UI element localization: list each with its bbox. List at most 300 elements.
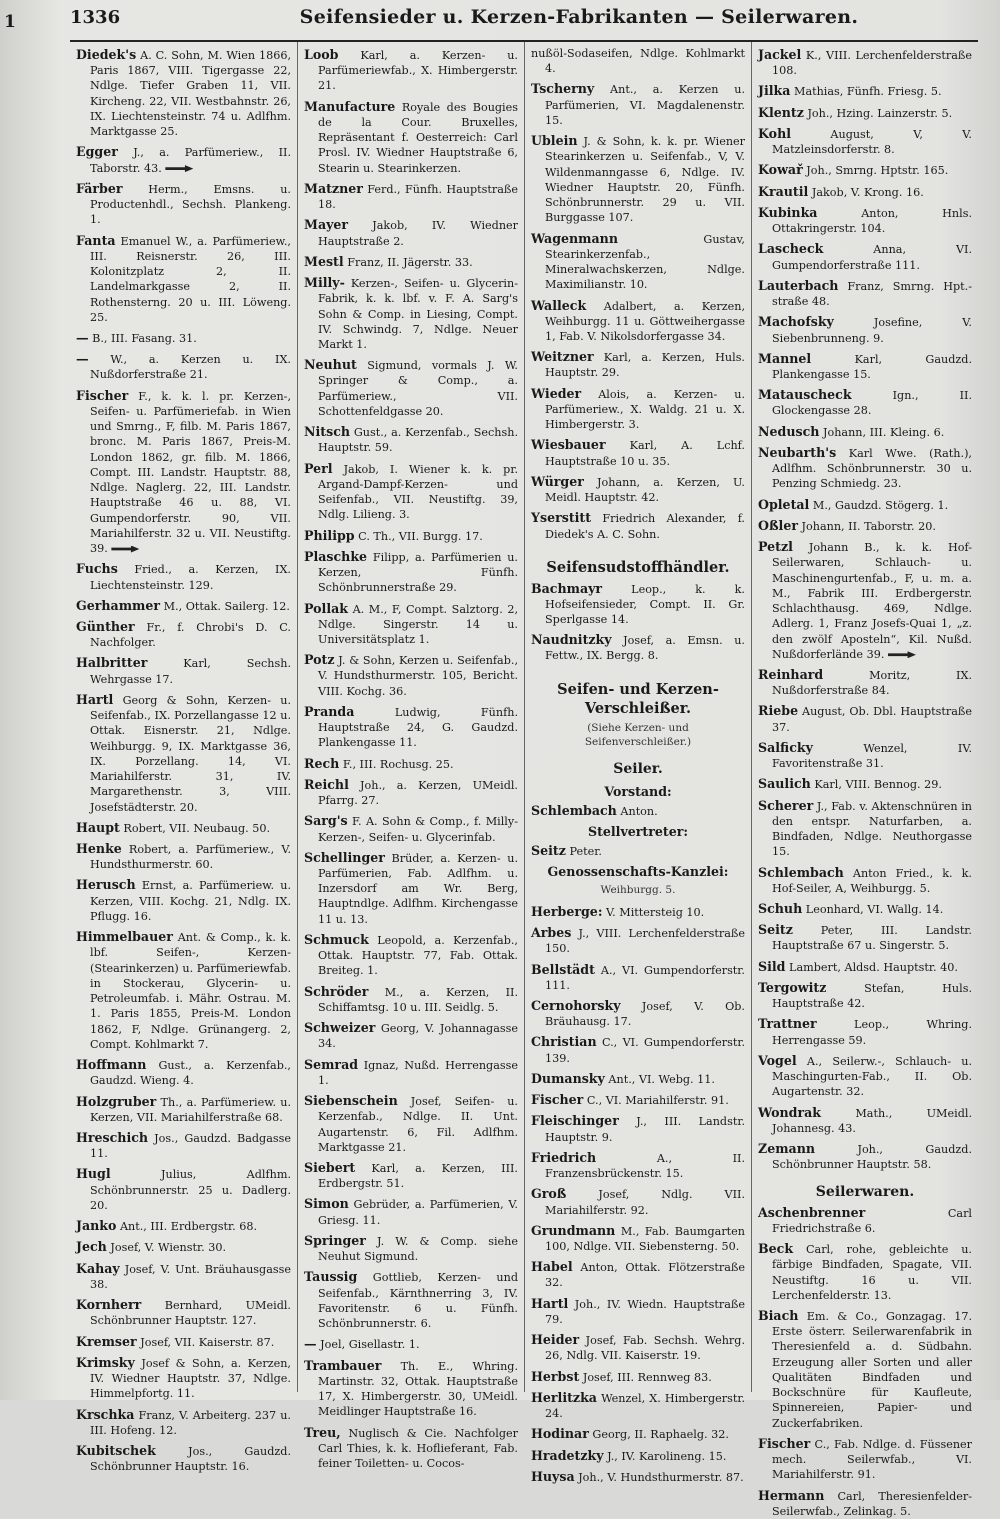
entry-name: Heider: [531, 1332, 580, 1348]
entry-name: Simon: [304, 1196, 349, 1212]
entry-text: Anna, VI. Gumpendorferstraße 111.: [772, 243, 973, 272]
entry-name: Hartl: [76, 691, 114, 707]
entry-text: Herm., Emsns. u. Productenhdl., Sechsh. Plankeng. 1.: [90, 182, 291, 227]
entry-name: Vogel: [758, 1052, 797, 1068]
entry-name: —: [304, 1336, 317, 1352]
margin-number: 1: [4, 12, 16, 32]
entry-text: Gust., a. Kerzenfab., Gaudzd. Wieng. 4.: [90, 1059, 291, 1088]
list-item: [758, 46, 972, 78]
entry-text: Josef, a. Emsn. u. Fettw., IX. Bergg. 8.: [545, 634, 745, 663]
entry-text: Leonhard, VI. Wallg. 14.: [805, 903, 944, 917]
entry-name: —: [76, 329, 89, 345]
entry-name: Mayer: [304, 217, 349, 233]
entry-name: Opletal: [758, 496, 810, 512]
list-item: [531, 297, 745, 345]
section-heading: Seilerwaren.: [815, 1183, 915, 1200]
list-item: [76, 1333, 291, 1350]
entry-name: Günther: [76, 618, 135, 634]
entry-text: Joel, Gisellastr. 1.: [320, 1338, 420, 1352]
entry-text: Joh., V. Hundsthurmerstr. 87.: [578, 1470, 744, 1484]
entry-text: Peter.: [569, 845, 602, 859]
list-item: [76, 1129, 291, 1161]
list-item: [758, 204, 972, 236]
list-item: [304, 216, 518, 248]
entry-name: Beck: [758, 1241, 794, 1257]
entry-text: Sigmund, vormals J. W. Springer & Comp., a. Parfümeriew., VII. Schottenfeldgasse 20.: [318, 359, 518, 418]
list-item: [304, 98, 518, 176]
entry-text: Josef & Sohn, a. Kerzen, IV. Wiedner Hauptstr. 37, Ndlge. Himmelpfortg. 11.: [90, 1356, 291, 1401]
list-item: [76, 1442, 291, 1474]
entry-name: Scherer: [758, 797, 814, 813]
entry-text: C. Th., VII. Burgg. 17.: [358, 529, 483, 543]
entry-name: Henke: [76, 841, 122, 857]
list-item: [758, 739, 972, 771]
entry-name: Pollak: [304, 600, 348, 616]
sub-heading: Genossenschafts-Kanzlei:: [547, 864, 729, 880]
entry-text: Georg, II. Raphaelg. 32.: [592, 1428, 729, 1442]
entry-name: Krimsky: [76, 1354, 135, 1370]
list-item: [758, 517, 972, 534]
entry-name: Machofsky: [758, 314, 834, 330]
list-item: [531, 903, 745, 920]
section-heading: Seiler.: [613, 760, 663, 777]
list-item: [76, 1354, 291, 1402]
entry-text: J. & Sohn, Kerzen u. Seifenfab., V. Hundsthurmerstr. 105, Bericht. VIII. Kochg. 36.: [318, 654, 518, 698]
entry-text: Em. & Co., Gonzagag. 17. Erste österr. Seilerwarenfabrik in Theresienfeld a. d. Südbahn. Erzeugung aller Sorten und aller Qualitäten Bindfaden und Bockschnüre für Kaufleute, Spinnereien, Papier- und Zuckerfabriken.: [772, 1309, 972, 1430]
entry-text: Ignaz, Nußd. Herrengasse 1.: [318, 1058, 518, 1087]
section-note: Weihburgg. 5.: [600, 883, 676, 896]
entry-text: J., VIII. Lerchenfelderstraße 150.: [545, 927, 746, 956]
entry-text: Georg & Sohn, Kerzen- u. Seifenfab., IX. Porzellangasse 12 u. Ottak. Eisnerstr. 21, Ndlge. Weihburgg. 9, IX. Marktgasse 36, IX. Porzellang. 14, VI. Mariahilferstr. 31, IV. Margarethenstr. 3, VIII. Josefstädterstr. 20.: [90, 693, 292, 814]
entry-name: Wieder: [531, 385, 582, 401]
list-item: [76, 928, 291, 1052]
entry-text: Gottlieb, Kerzen- und Seifenfab., Kärnthnerring 3, IV. Favoritenstr. 6 u. Fünfh. Schönbrunnerstr. 6.: [318, 1271, 518, 1331]
list-item: [758, 538, 972, 662]
list-item: [758, 1015, 972, 1047]
entry-text: Adalbert, a. Kerzen, Weihburgg. 11 u. Göttweihergasse 1, Fab. V. Nikolsdorfergasse 34.: [545, 299, 746, 343]
list-item: [531, 924, 745, 956]
list-item: [758, 386, 972, 418]
sub-heading: Vorstand:: [604, 783, 672, 799]
entry-name: Haupt: [76, 819, 120, 835]
list-item: [76, 387, 291, 557]
list-item: [304, 1092, 518, 1155]
list-item: [304, 423, 518, 455]
entry-name: Halbritter: [76, 655, 148, 671]
entry-name: Würger: [531, 473, 584, 489]
entry-name: Rech: [304, 755, 340, 771]
list-item: [758, 423, 972, 440]
sub-heading: Stellvertreter:: [587, 824, 689, 840]
entry-text: Karl, Sechsh. Wehrgasse 17.: [90, 657, 291, 686]
entry-text: Bernhard, UMeidl. Schönbrunner Hauptstr. 127.: [90, 1299, 291, 1328]
entry-name: Pranda: [304, 703, 355, 719]
entry-text: Ferd., Fünfh. Hauptstraße 18.: [318, 182, 518, 212]
entry-text: Ant. & Comp., k. k. lbf. Seifen-, Kerzen- (Stearinkerzen) u. Parfümeriewfab. in Stockerau, Glycerin- u. Petroleumfab. i. Mähr. Ostrau. M. 1. Paris 1855, Preis-M. London 1862, F, Ndlge. Grünangerg. 2, Compt. Kohlmarkt 7.: [90, 931, 291, 1051]
entry-name: Kremser: [76, 1333, 137, 1349]
entry-name: Hradetzky: [531, 1447, 604, 1463]
entry-name: Neuhut: [304, 357, 357, 373]
entry-name: Plaschke: [304, 548, 368, 564]
list-item: [304, 1159, 518, 1191]
entry-name: Siebenschein: [304, 1093, 398, 1109]
entry-name: Gerhammer: [76, 597, 161, 613]
list-item: [758, 979, 972, 1011]
list-item: [531, 802, 745, 819]
entry-text: Karl, a. Kerzen, III. Erdbergstr. 51.: [318, 1162, 518, 1191]
entry-name: Holzgruber: [76, 1093, 157, 1109]
entry-text: Gebrüder, a. Parfümerien, V. Griesg. 11.: [318, 1198, 518, 1227]
list-item: [304, 356, 518, 419]
list-item: [76, 560, 291, 592]
entry-text: nußöl-Sodaseifen, Ndlge. Kohlmarkt 4.: [531, 47, 745, 76]
list-item: [531, 1468, 745, 1485]
list-item: [76, 618, 291, 650]
list-item: [758, 496, 972, 513]
list-item: [76, 1165, 291, 1213]
entry-name: Weitzner: [531, 349, 594, 365]
list-item: [304, 180, 518, 212]
entry-text: Anton, Hnls. Ottakringerstr. 104.: [772, 206, 973, 236]
entry-name: Schellinger: [304, 849, 385, 865]
list-item: [758, 1204, 972, 1236]
entry-text: August, V, V. Matzleinsdorferstr. 8.: [772, 127, 972, 157]
entry-text: A. C. Sohn, M. Wien 1866, Paris 1867, VIII. Tigergasse 22, Ndlge. Tiefer Graben 11, VII. Kircheng. 22, VII. Westbahnstr. 26, IX. Liechtensteinstr. 74 u. Adlfhm. Marktgasse 25.: [90, 49, 291, 139]
list-item: [304, 1056, 518, 1088]
entry-name: Arbes: [531, 925, 572, 941]
section-heading: Seifensudstoffhändler.: [546, 558, 730, 576]
entry-text: Nuglisch & Cie. Nachfolger Carl Thies, k. k. Hoflieferant, Fab. feiner Toiletten- u. Cocos-: [318, 1426, 518, 1470]
entry-text: Ant., III. Erdbergstr. 68.: [119, 1220, 258, 1234]
entry-name: Kohl: [758, 125, 792, 141]
entry-name: Mannel: [758, 350, 812, 366]
entry-text: Leop., k. k. Hofseifensieder, Compt. II. Gr. Sperlgasse 14.: [545, 582, 745, 626]
list-item: [304, 1268, 518, 1331]
entry-name: Petzl: [758, 539, 793, 555]
list-item: [531, 961, 745, 993]
list-item: [76, 691, 291, 815]
list-item: [76, 1238, 291, 1255]
entry-name: Biach: [758, 1307, 799, 1323]
entry-text: Jakob, V. Krong. 16.: [811, 185, 924, 199]
list-item: [76, 840, 291, 872]
entry-name: Oßler: [758, 517, 798, 533]
list-item: [758, 82, 972, 99]
list-item: [531, 1331, 745, 1363]
list-item: [758, 313, 972, 345]
list-item: [304, 1232, 518, 1264]
list-item: [76, 232, 291, 325]
entry-name: Neubarth's: [758, 444, 837, 460]
list-item: [531, 580, 745, 628]
entry-text: A., VI. Gumpendorferstr. 111.: [545, 963, 745, 992]
list-item: [76, 1406, 291, 1438]
entry-name: Bellstädt: [531, 961, 595, 977]
list-item: [531, 1149, 745, 1181]
entry-name: Sild: [758, 958, 786, 974]
entry-text: Carl Friedrichstraße 6.: [772, 1206, 972, 1235]
entry-text: K., VIII. Lerchenfelderstraße 108.: [772, 49, 972, 78]
list-item: [76, 1056, 291, 1088]
list-item: [758, 921, 972, 953]
entry-text: A. M., F, Compt. Salztorg. 2, Ndlge. Singerstr. 14 u. Universitätsplatz 1.: [318, 602, 519, 646]
list-item: [758, 277, 972, 309]
list-item: [304, 253, 518, 270]
entry-text: J., a. Parfümeriew., II. Taborstr. 43.: [90, 146, 292, 175]
list-item: [304, 600, 518, 648]
list-item: [758, 1052, 972, 1100]
entry-text: F., III. Rochusg. 25.: [342, 757, 454, 771]
list-item: [758, 1104, 972, 1136]
entry-text: Fr., f. Chrobi's D. C. Nachfolger.: [90, 620, 291, 650]
entry-text: Jakob, IV. Wiedner Hauptstraße 2.: [318, 219, 518, 248]
entry-text: M., Ottak. Sailerg. 12.: [163, 599, 290, 613]
list-item: [531, 631, 745, 663]
list-item: [304, 274, 518, 352]
entry-name: Dumansky: [531, 1070, 605, 1086]
list-item: [76, 1093, 291, 1125]
pointing-hand-icon: [165, 165, 193, 172]
entry-text: W., a. Kerzen u. IX. Nußdorferstraße 21.: [90, 353, 291, 382]
list-item: [531, 509, 745, 541]
entry-text: Wenzel, IV. Favoritenstraße 31.: [772, 741, 973, 771]
entry-name: Kahay: [76, 1260, 120, 1276]
entry-text: M., Gaudzd. Stögerg. 1.: [812, 498, 949, 512]
entry-name: Salficky: [758, 739, 813, 755]
entry-text: Gust., a. Kerzenfab., Sechsh. Hauptstr. 59.: [318, 426, 518, 455]
entry-text: Franz, Smrng. Hpt.-straße 48.: [772, 279, 973, 309]
running-head: Seifensieder u. Kerzen-Fabrikanten — Seilerwaren.: [299, 6, 859, 28]
list-item: [304, 849, 518, 927]
list-item: [758, 125, 972, 157]
entry-text: J. & Sohn, k. k. pr. Wiener Stearinkerzen u. Seifenfab., V, V. Wildenmanngasse 6, Ndlge. IV. Wiedner Hauptstr. 20, Fünfh. Schönbrunnerstr. 29 u. VII. Burggasse 107.: [545, 135, 746, 225]
entry-name: Fuchs: [76, 561, 118, 577]
list-item: [758, 1240, 972, 1303]
entry-name: Krschka: [76, 1406, 135, 1422]
list-item: [531, 46, 745, 76]
entry-text: Josef, VII. Kaiserstr. 87.: [140, 1335, 275, 1349]
entry-name: Jackel: [758, 47, 802, 62]
list-item: [758, 958, 972, 975]
entry-text: J., III. Landstr. Hauptstr. 9.: [545, 1115, 746, 1144]
list-item: [76, 1296, 291, 1328]
list-item: [531, 385, 745, 433]
entry-text: Josefine, V. Siebenbrunneng. 9.: [772, 316, 972, 345]
entry-text: Josef, V. Ob. Bräuhausg. 17.: [545, 999, 745, 1029]
list-item: [76, 819, 291, 836]
entry-name: —: [76, 351, 89, 367]
list-item: [758, 240, 972, 272]
list-item: [76, 597, 291, 614]
entry-text: Brüder, a. Kerzen- u. Parfümerien, Fab. Adlfhm. u. Inzersdorf am Wr. Berg, Hauptndlge. Adlfhm. Kirchengasse 11 u. 13.: [318, 851, 518, 926]
entry-text: Joh., IV. Wiedn. Hauptstraße 79.: [545, 1297, 745, 1326]
entry-text: C., VI. Mariahilferstr. 91.: [586, 1094, 729, 1108]
entry-text: J., IV. Karolineng. 15.: [607, 1449, 727, 1463]
entry-text: F. A. Sohn & Comp., f. Milly-Kerzen-, Seifen- u. Glycerinfab.: [318, 815, 518, 844]
list-item: [758, 444, 972, 492]
list-item: [758, 183, 972, 200]
entry-name: Reichl: [304, 776, 349, 792]
list-item: [758, 350, 972, 382]
entry-name: Mestl: [304, 253, 344, 269]
entry-text: Karl Wwe. (Rath.), Adlfhm. Schönbrunnerstr. 30 u. Penzing Schmiedg. 23.: [772, 446, 972, 491]
entry-name: Grundmann: [531, 1222, 616, 1238]
page-header: [70, 6, 978, 42]
entry-name: Janko: [76, 1218, 117, 1234]
entry-text: Robert, a. Parfümeriew., V. Hundsthurmerstr. 60.: [90, 843, 291, 872]
entry-text: Karl, VIII. Bennog. 29.: [814, 778, 942, 792]
entry-name: Christian: [531, 1034, 597, 1050]
entry-name: Cernohorsky: [531, 997, 621, 1013]
entry-text: Josef, V. Wienstr. 30.: [110, 1241, 226, 1255]
list-item: [531, 1258, 745, 1290]
entry-text: B., III. Fasang. 31.: [92, 331, 197, 345]
list-item: [531, 1222, 745, 1254]
entry-text: Joh., Hzing. Lainzerstr. 5.: [807, 106, 953, 120]
entry-text: Th., a. Parfümeriew. u. Kerzen, VII. Mariahilferstraße 68.: [90, 1095, 292, 1124]
column-4: [751, 42, 978, 1518]
list-item: [758, 775, 972, 792]
entry-name: Herbst: [531, 1368, 580, 1384]
entry-name: Lascheck: [758, 241, 824, 257]
entry-text: Karl, Gaudzd. Plankengasse 15.: [772, 352, 972, 381]
list-item: [531, 997, 745, 1029]
entry-text: Mathias, Fünfh. Friesg. 5.: [793, 85, 942, 99]
entry-name: Sarg's: [304, 813, 348, 829]
entry-name: Trambauer: [304, 1357, 382, 1373]
entry-text: Th. E., Whring. Martinstr. 32, Ottak. Hauptstraße 17, X. Himbergerstr. 30, UMeidl. Meidlinger Hauptstraße 16.: [318, 1359, 519, 1419]
entry-name: Wondrak: [758, 1104, 821, 1120]
entry-name: Färber: [76, 180, 123, 196]
entry-name: Schweizer: [304, 1020, 376, 1036]
list-item: [304, 1335, 518, 1352]
column-2: [297, 42, 524, 1470]
entry-text: Josef, Seifen- u. Kerzenfab., Ndlge. II. Unt. Augartenstr. 6, Fil. Adlfhm. Marktgasse 21.: [318, 1095, 518, 1154]
entry-name: Yserstitt: [531, 510, 592, 526]
entry-name: Krautil: [758, 183, 809, 199]
page-number: 1336: [70, 7, 121, 28]
entry-name: Habel: [531, 1259, 573, 1275]
entry-name: Milly-: [304, 275, 345, 291]
entry-name: Klentz: [758, 104, 804, 120]
entry-text: V. Mittersteig 10.: [606, 905, 705, 919]
list-item: [531, 1389, 745, 1421]
list-item: [758, 104, 972, 121]
list-item: [304, 755, 518, 772]
list-item: [76, 876, 291, 924]
list-item: [304, 1424, 518, 1472]
list-item: [758, 1307, 972, 1431]
entry-name: Walleck: [531, 297, 587, 313]
entry-text: Math., UMeidl. Johannesg. 43.: [772, 1106, 972, 1135]
entry-name: Tscherny: [531, 81, 595, 97]
list-item: [531, 1425, 745, 1442]
entry-text: Anton Fried., k. k. Hof-Seiler, A, Weihburgg. 5.: [772, 866, 972, 895]
entry-text: Ign., II. Glockengasse 28.: [772, 389, 972, 418]
entry-text: Emanuel W., a. Parfümeriew., III. Reisnerstr. 26, III. Kolonitzplatz 2, II. Landelmarkgasse 2, II. Rothensterng. 20 u. III. Löweng. 25.: [90, 234, 291, 324]
list-item: [531, 80, 745, 128]
entry-text: F., k. k. l. pr. Kerzen-, Seifen- u. Parfümeriefab. in Wien und Smrng., F, filb. M. Paris 1867, bronc. M. Paris 1867, Preis-M. London 1862, gr. filb. M. 1866, Compt. III. Landstr. Hauptstr. 88, Ndlge. Naglerg. 22, III. Landstr. Hauptstraße 46 u. 88, VI. Gumpendorferstr. 90, VII. Mariahilferstr. 32 u. VII. Neustiftg. 39.: [90, 389, 291, 556]
list-item: [758, 666, 972, 698]
entry-name: Ublein: [531, 133, 578, 149]
list-item: [531, 473, 745, 505]
entry-text: Johann, a. Kerzen, U. Meidl. Hauptstr. 42.: [545, 475, 745, 505]
entry-text: Ant., a. Kerzen u. Parfümerien, VI. Magdalenenstr. 15.: [545, 83, 745, 127]
entry-text: Anton.: [620, 804, 658, 818]
list-item: [304, 1019, 518, 1051]
entry-text: Anton, Ottak. Flötzerstraße 32.: [545, 1261, 745, 1290]
entry-name: Riebe: [758, 703, 799, 719]
entry-text: Jakob, I. Wiener k. k. pr. Argand-Dampf-Kerzen- und Seifenfab., VII. Neustiftg. 39, Ndlg. Lilieng. 3.: [318, 462, 518, 522]
entry-text: A., II. Franzensbrückenstr. 15.: [545, 1151, 745, 1181]
entry-text: C., VI. Gumpendorferstr. 139.: [545, 1036, 745, 1065]
entry-name: Nedusch: [758, 423, 820, 439]
entry-text: Julius, Adlfhm. Schönbrunnerstr. 25 u. Dadlerg. 20.: [90, 1168, 292, 1212]
entry-text: August, Ob. Dbl. Hauptstraße 37.: [772, 705, 972, 734]
entry-name: Fanta: [76, 232, 116, 248]
entry-name: Schröder: [304, 983, 369, 999]
list-item: [531, 1185, 745, 1217]
entry-text: Lambert, Aldsd. Hauptstr. 40.: [789, 960, 958, 974]
entry-text: Karl, a. Kerzen, Huls. Hauptstr. 29.: [545, 351, 745, 380]
list-item: [531, 1070, 745, 1087]
entry-name: Schlembach: [531, 802, 617, 818]
entry-name: Hartl: [531, 1295, 569, 1311]
entry-text: Filipp, a. Parfümerien u. Kerzen, Fünfh. Schönbrunnerstraße 29.: [318, 550, 518, 595]
entry-name: Schlembach: [758, 864, 844, 880]
entry-text: A., Seilerw.-, Schlauch- u. Maschingurten-Fab., II. Ob. Augartenstr. 32.: [772, 1054, 972, 1099]
entry-name: Siebert: [304, 1160, 356, 1175]
entry-name: Treu,: [304, 1424, 341, 1440]
list-item: [304, 460, 518, 523]
entry-name: Aschenbrenner: [758, 1204, 866, 1220]
list-item: [531, 348, 745, 380]
entry-name: Wiesbauer: [531, 437, 606, 453]
entry-text: Josef, Fab. Sechsh. Wehrg. 26, Ndlg. VII. Kaiserstr. 19.: [545, 1334, 745, 1363]
entry-name: Matauscheck: [758, 387, 852, 403]
entry-text: J. W. & Comp. siehe Neuhut Sigmund.: [318, 1234, 518, 1264]
entry-name: Taussig: [304, 1269, 358, 1285]
entry-text: Johann B., k. k. Hof-Seilerwaren, Schlauch- u. Maschinengurtenfab., F, u. m. a. M., Fabrik III. Erdbergerstr. Schlachthausg. 469, Ndlge. Adlerg. 1, Franz Josefs-Quai 1, „z. den zwölf Aposteln“, Kil. Nußd. Nußdorferlände 39.: [772, 541, 973, 661]
entry-name: Potz: [304, 652, 335, 668]
entry-text: Jos., Gaudzd. Schönbrunner Hauptstr. 16.: [90, 1444, 292, 1474]
entry-text: Josef, III. Rennweg 83.: [582, 1370, 712, 1384]
list-item: [304, 527, 518, 544]
column-1: [70, 42, 297, 1474]
entry-text: Ernst, a. Parfümeriew. u. Kerzen, VIII. Kochg. 21, Ndlg. IX. Pflugg. 16.: [90, 879, 291, 923]
entry-text: Fried., a. Kerzen, IX. Liechtensteinstr. 129.: [90, 563, 291, 592]
list-item: [304, 983, 518, 1015]
entry-text: Karl, a. Kerzen- u. Parfümeriewfab., X. Himbergerstr. 21.: [318, 49, 518, 93]
entry-text: Ludwig, Fünfh. Hauptstraße 24, G. Gaudzd. Plankengasse 11.: [318, 705, 518, 750]
entry-name: Hreschich: [76, 1130, 149, 1145]
list-item: [304, 46, 518, 94]
entry-text: M., Fab. Baumgarten 100, Ndlge. VII. Siebensterng. 50.: [545, 1224, 745, 1254]
list-item: [76, 350, 291, 382]
entry-name: Friedrich: [531, 1149, 597, 1165]
entry-name: Hodinar: [531, 1426, 589, 1442]
entry-text: Ant., VI. Webg. 11.: [608, 1072, 715, 1086]
list-item: [76, 180, 291, 228]
entry-name: Schmuck: [304, 931, 369, 947]
list-item: [76, 654, 291, 686]
entry-name: Kubitschek: [76, 1442, 156, 1458]
list-item: [531, 132, 745, 225]
entry-text: Kerzen-, Seifen- u. Glycerin-Fabrik, k. k. lbf. v. F. A. Sarg's Sohn & Comp. in Liesing, Compt. IV. Schwindg. 7, Ndlge. Neuer Markt 1.: [318, 277, 518, 351]
list-item: [531, 436, 745, 468]
entry-text: Stefan, Huls. Hauptstraße 42.: [772, 981, 972, 1011]
entry-name: Jech: [76, 1239, 107, 1255]
